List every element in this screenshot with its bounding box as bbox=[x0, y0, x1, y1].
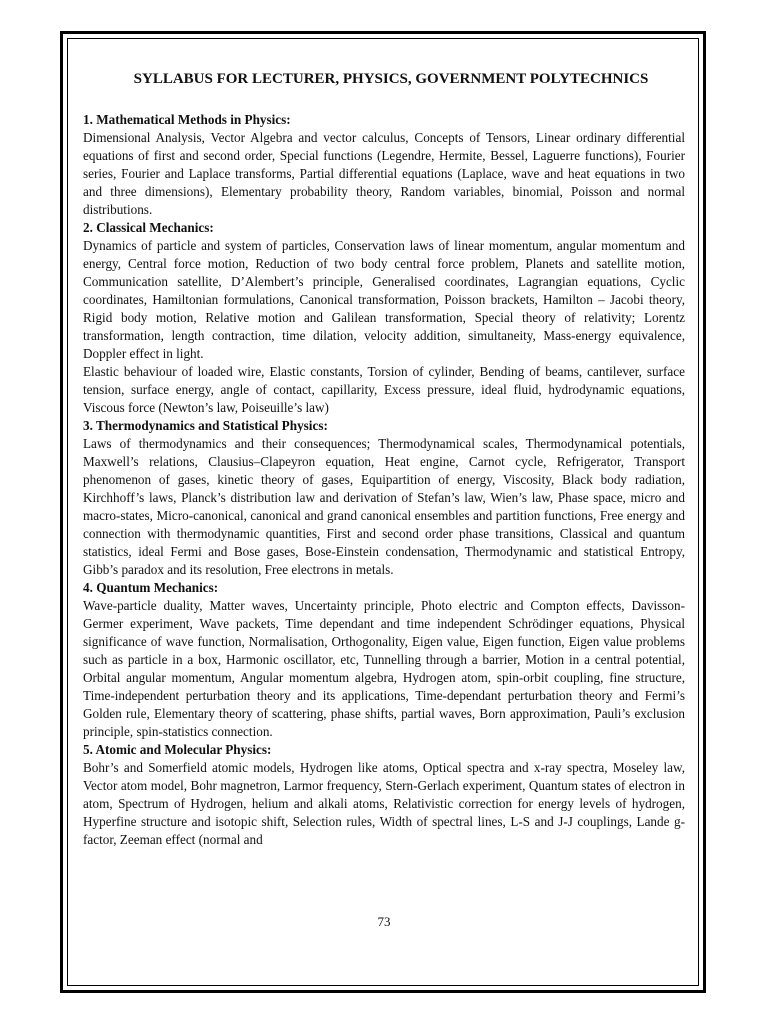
section-paragraph: Elastic behaviour of loaded wire, Elastic constants, Torsion of cylinder, Bending of beams, cantilever, surface tension, surface energy, angle of contact, capillarity, Excess pressure, ideal fluid, hydrodynamic equations, Viscous force (Newton’s law, Poiseuille’s law) bbox=[83, 364, 685, 415]
section-paragraph: Dynamics of particle and system of particles, Conservation laws of linear momentum, angular momentum and energy, Central force motion, Reduction of two body central force problem, Planets and satellite motion, Communication satellite, D’Alembert’s principle, Generalised coordinates, Lagrangian equations, Cyclic coordinates, Hamiltonian formulations, Canonical transformation, Poisson brackets, Hamilton – Jacobi theory, Rigid body motion, Relative motion and Galilean transformation, Special theory of relativity; Lorentz transformation, length contraction, time dilation, velocity addition, simultaneity, Mass-energy equivalence, Doppler effect in light. bbox=[83, 238, 685, 361]
section-paragraph: Bohr’s and Somerfield atomic models, Hydrogen like atoms, Optical spectra and x-ray spectra, Moseley law, Vector atom model, Bohr magnetron, Larmor frequency, Stern-Gerlach experiment, Quantum states of electron in atom, Spectrum of Hydrogen, helium and alkali atoms, Relativistic correction for energy levels of hydrogen, Hyperfine structure and isotopic shift, Selection rules, Width of spectral lines, L-S and J-J couplings, Lande g-factor, Zeeman effect (normal and bbox=[83, 760, 685, 847]
section-paragraph: Laws of thermodynamics and their consequences; Thermodynamical scales, Thermodynamical potentials, Maxwell’s relations, Clausius–Clapeyron equation, Heat engine, Carnot cycle, Refrigerator, Transport phenomenon of gases, kinetic theory of gases, Equipartition of energy, Viscosity, Black body radiation, Kirchhoff’s laws, Planck’s distribution law and derivation of Stefan’s law, Wien’s law, Phase space, micro and macro-states, Micro-canonical, canonical and grand canonical ensembles and partition functions, Free energy and connection with thermodynamic quantities, First and second order phase transitions, Classical and quantum statistics, ideal Fermi and Bose gases, Bose-Einstein condensation, Thermodynamic and statistical Entropy, Gibb’s paradox and its resolution, Free electrons in metals. bbox=[83, 436, 685, 577]
section-heading: 4. Quantum Mechanics: bbox=[83, 580, 219, 595]
document-title: SYLLABUS FOR LECTURER, PHYSICS, GOVERNMENT POLYTECHNICS bbox=[133, 71, 649, 87]
section-heading: 1. Mathematical Methods in Physics: bbox=[83, 112, 291, 127]
section-quantum-mechanics bbox=[83, 579, 685, 741]
section-paragraph: Dimensional Analysis, Vector Algebra and vector calculus, Concepts of Tensors, Linear ordinary differential equations of first and second order, Special functions (Legendre, Hermite, Bessel, Laguerre functions), Fourier series, Fourier and Laplace transforms, Partial differential equations (Laplace, wave and heat equations in two and three dimensions), Elementary probability theory, Random variables, binomial, Poisson and normal distributions. bbox=[83, 130, 685, 217]
section-heading: 3. Thermodynamics and Statistical Physics: bbox=[83, 418, 328, 433]
section-paragraph: Wave-particle duality, Matter waves, Uncertainty principle, Photo electric and Compton effects, Davisson-Germer experiment, Wave packets, Time dependant and time independent Schrödinger equations, Physical significance of wave function, Normalisation, Orthogonality, Eigen value, Eigen function, Eigen value problems such as particle in a box, Harmonic oscillator, etc, Tunnelling through a barrier, Motion in a central potential, Orbital angular momentum, Angular momentum algebra, Hydrogen atom, spin-orbit coupling, fine structure, Time-independent perturbation theory and its applications, Time-dependant perturbation theory and Fermi’s Golden rule, Elementary theory of scattering, phase shifts, partial waves, Born approximation, Pauli’s exclusion principle, spin-statistics connection. bbox=[83, 598, 685, 739]
page-number: 73 bbox=[377, 914, 391, 929]
section-heading: 5. Atomic and Molecular Physics: bbox=[83, 742, 272, 757]
section-atomic-molecular bbox=[83, 741, 685, 849]
section-thermodynamics bbox=[83, 417, 685, 579]
section-mathematical-methods bbox=[83, 111, 685, 219]
document-body bbox=[83, 66, 685, 849]
section-heading: 2. Classical Mechanics: bbox=[83, 220, 214, 235]
section-classical-mechanics bbox=[83, 219, 685, 417]
